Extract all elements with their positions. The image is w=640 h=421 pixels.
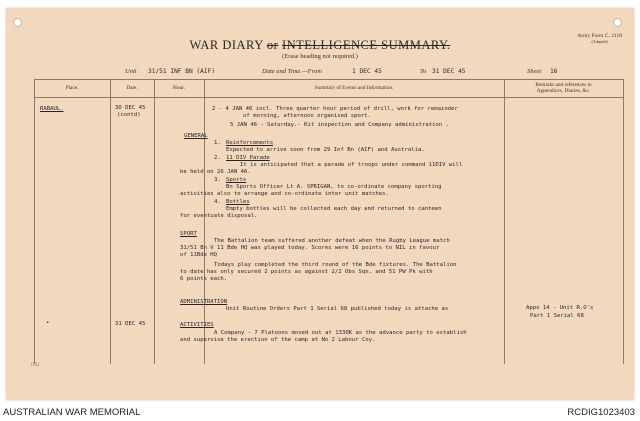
- column-rule: [34, 79, 35, 364]
- item-number: 3.: [214, 177, 221, 183]
- punch-hole: [613, 18, 622, 27]
- col-header-summary: Summary of Events and Information.: [314, 85, 394, 91]
- summary-line: be held on 26 JAN 46.: [180, 169, 251, 175]
- summary-line: of 11Bde HQ: [180, 252, 218, 258]
- item-number: 4.: [214, 199, 221, 205]
- section-heading-administration: ADMINISTRATION: [180, 299, 228, 305]
- from-value: 1 DEC 45: [352, 68, 382, 75]
- item-heading: Bottles: [226, 199, 250, 205]
- page-title: [0, 38, 640, 53]
- summary-line: of morning, afternoon organised sport.: [243, 113, 371, 119]
- unit-label: Unit: [125, 68, 137, 75]
- page-subtitle: (Erase heading not required.): [282, 53, 358, 60]
- summary-line: 2 - 4 JAN 46 incl. Three quarter hour period of drill, work for remainder: [212, 106, 458, 112]
- summary-line: 31/51 Bn V 11 Bde HQ was played today. Scores were 16 points to NIL in favour: [180, 245, 440, 251]
- summary-line: Expected to arrive soon from 29 Inf Bn (AIF) and Australia.: [226, 147, 425, 153]
- summary-line: to date has only secured 2 points as against 2/2 Obs Sqn. and 51 PW Pk with: [180, 269, 433, 275]
- sheet-label: Sheet: [527, 68, 542, 75]
- item-heading: 11 DIV Parade: [226, 155, 270, 161]
- summary-line: for eventuate disposal.: [180, 213, 258, 219]
- summary-line: Bn Sports Officer Lt A. SPRIGAN, to co-ordinate company sporting: [226, 184, 442, 190]
- remarks-header-line2: Appendices, Diaries, &c.: [536, 88, 591, 94]
- title-text: WAR DIARY: [189, 38, 264, 52]
- item-heading: Reinforcements: [226, 140, 274, 146]
- archive-reference: RCDIG1023403: [567, 407, 635, 418]
- date-entry: 30 DEC 45: [115, 105, 146, 111]
- to-label: To: [420, 68, 427, 75]
- datetime-label: Date and Time.—From: [262, 68, 322, 75]
- bullet-mark: •: [46, 320, 50, 326]
- form-ref-text: Army Form C. 2118: [577, 33, 622, 39]
- header-bottom-rule: [34, 97, 624, 98]
- remarks-header-line1: Remarks and references to: [535, 82, 592, 88]
- remark-entry: Part 1 Serial 68: [530, 313, 584, 319]
- summary-line: 6 points each.: [180, 276, 228, 282]
- section-heading-sport: SPORT: [180, 231, 197, 237]
- summary-line: The Battalion team suffered another defeat when the Rugby League match: [214, 238, 450, 244]
- title-or: or: [266, 38, 279, 52]
- column-rule: [154, 79, 155, 364]
- item-number: 2.: [214, 155, 221, 161]
- summary-line: It is anticipated that a parade of troops under command 11DIV will: [240, 162, 463, 168]
- remark-entry: Appx 14 - Unit R.O's: [526, 305, 594, 311]
- item-number: 1.: [214, 140, 221, 146]
- header-top-rule: [34, 79, 624, 80]
- col-header-date: Date.: [126, 85, 138, 91]
- summary-line: Unit Routine Orders Part 1 Serial 68 published today is attache as: [226, 306, 449, 312]
- date-entry: 31 DEC 45: [115, 321, 146, 327]
- summary-line: activities also to arrange and co-ordinate inter unit matches.: [180, 191, 389, 197]
- summary-line: Todays play completed the third round of the Bde fixtures. The Battalion: [214, 262, 457, 268]
- punch-hole: [13, 18, 22, 27]
- summary-line: Empty bottles will be collected each day and returned to canteen: [226, 206, 442, 212]
- section-heading-activities: ACTIVITIES: [180, 322, 214, 328]
- column-rule: [110, 79, 111, 364]
- date-entry-contd: (contd): [117, 112, 141, 118]
- column-rule: [504, 79, 505, 364]
- col-header-remarks: [504, 82, 623, 94]
- place-entry: RABAUL.: [40, 106, 64, 112]
- col-header-hour: Hour.: [173, 85, 185, 91]
- item-heading: Sports: [226, 177, 247, 183]
- column-rule: [623, 79, 624, 364]
- sheet-value: 16: [550, 68, 558, 75]
- summary-line: and supervise the erection of the camp at No 2 Labour Coy.: [180, 337, 376, 343]
- title-struck: INTELLIGENCE SUMMARY.: [281, 38, 451, 52]
- to-value: 31 DEC 45: [432, 68, 466, 75]
- col-header-place: Place.: [65, 85, 79, 91]
- archive-credit: AUSTRALIAN WAR MEMORIAL: [3, 407, 141, 418]
- summary-line: 5 JAN 46 - Saturday.- Kit inspection and Company administration .: [230, 122, 449, 128]
- unit-value: 31/51 INF BN (AIF): [148, 68, 216, 75]
- form-reference: [577, 33, 622, 44]
- form-print-code: (11): [30, 362, 40, 367]
- form-amended: (Adapted): [591, 39, 608, 44]
- section-heading-general: GENERAL: [184, 133, 208, 139]
- summary-line: A Company - 7 Platoons moved out at 1330K as the advance party to establish: [214, 330, 467, 336]
